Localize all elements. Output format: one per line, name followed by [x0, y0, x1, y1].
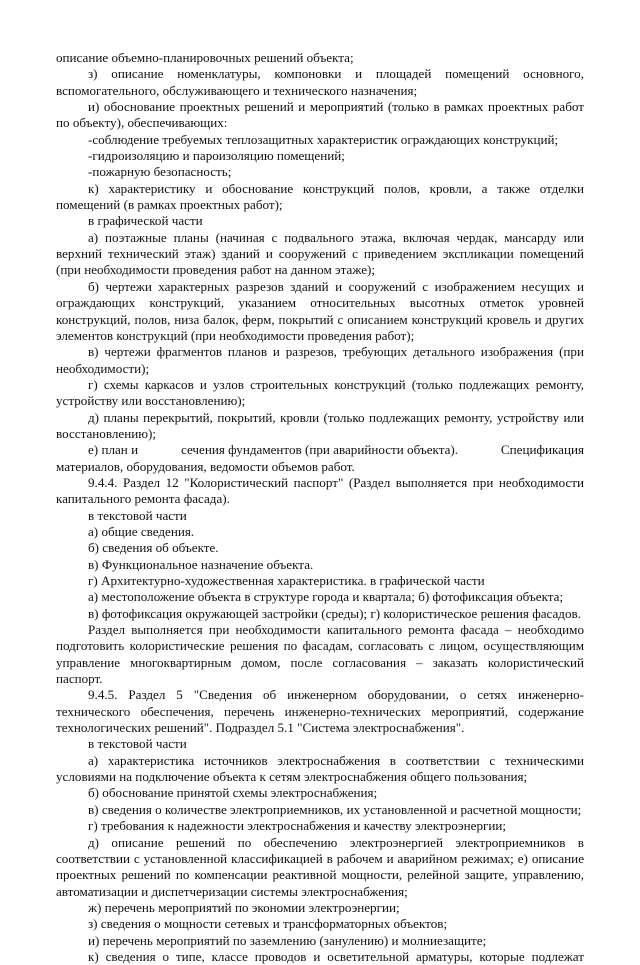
- paragraph-31: д) описание решений по обеспечению электроэнергией электроприемников в соответствии с установленной классификацией в рабочем и аварийном режимах; е) описание проектных решений по компенсации реактивной мощности, релейной защите, управлению, автоматизации и диспетчеризации системы электроснабжения;: [56, 834, 584, 899]
- paragraph-11: в) чертежи фрагментов планов и разрезов, требующих детального изображения (при необходимости);: [56, 344, 584, 376]
- paragraph-14-part-2: сечения фундаментов (при аварийности объекта).: [180, 442, 459, 458]
- section-9-4-5: 9.4.5. Раздел 5 "Сведения об инженерном оборудовании, о сетях инженерно-технического обеспечения, перечень инженерно-технических мероприятий, содержание технологических решений". Подраздел 5.1 "Система электроснабжения".: [56, 687, 584, 736]
- paragraph-23: в) фотофиксация окружающей застройки (среды); г) колористическое решения фасадов.: [88, 605, 581, 621]
- paragraph-4: -соблюдение требуемых теплозащитных характеристик ограждающих конструкций;: [88, 131, 559, 147]
- graphic-part-heading: в графической части: [88, 213, 203, 229]
- paragraph-5: -гидроизоляцию и пароизоляцию помещений;: [88, 148, 345, 164]
- paragraph-18: а) общие сведения.: [88, 523, 195, 539]
- paragraph-1: описание объемно-планировочных решений объекта;: [56, 50, 354, 65]
- paragraph-34: и) перечень мероприятий по заземлению (занулению) и молниезащите;: [88, 932, 487, 948]
- paragraph-14-part-1: е) план и: [88, 442, 139, 458]
- text-part-heading-1: в текстовой части: [88, 507, 187, 523]
- paragraph-32: ж) перечень мероприятий по экономии электроэнергии;: [88, 899, 400, 915]
- paragraph-14: [56, 442, 584, 458]
- section-9-4-4: 9.4.4. Раздел 12 "Колористический паспорт" (Раздел выполняется при необходимости капитального ремонта фасада).: [56, 474, 584, 507]
- paragraph-33: з) сведения о мощности сетевых и трансформаторных объектов;: [88, 916, 448, 932]
- paragraph-7: к) характеристику и обоснование конструкций полов, кровли, а также отделки помещений (в рамках проектных работ);: [56, 180, 584, 213]
- paragraph-10: б) чертежи характерных разрезов зданий и сооружений с изображением несущих и ограждающих конструкций, указанием относительных высотных отметок уровней конструкций, полов, низа балок, ферм, покрытий с описанием конструкций кровель и других элементов конструкций (при необходимости проведения работ);: [56, 278, 584, 343]
- paragraph-21: г) Архитектурно-художественная характеристика. в графической части: [88, 573, 485, 588]
- paragraph-13: д) планы перекрытий, покрытий, кровли (только подлежащих ремонту, устройству или восстановлению);: [56, 409, 584, 441]
- paragraph-19: б) сведения об объекте.: [88, 540, 219, 556]
- paragraph-22: а) местоположение объекта в структуре города и квартала; б) фотофиксация объекта;: [88, 589, 564, 605]
- paragraph-29: в) сведения о количестве электроприемников, их установленной и расчетной мощности;: [88, 801, 582, 817]
- document-body: [56, 50, 584, 965]
- paragraph-9: а) поэтажные планы (начиная с подвального этажа, включая чердак, мансарду или верхний технический этаж) зданий и сооружений с приведением экспликации помещений (при необходимости проведения работ на данном этаже);: [56, 229, 584, 278]
- paragraph-2: з) описание номенклатуры, компоновки и площадей помещений основного, вспомогательного, обслуживающего и технического назначения;: [56, 66, 584, 98]
- paragraph-24: Раздел выполняется при необходимости капитального ремонта фасада – необходимо подготовить колористические решения по фасадам, согласовать с лицом, осуществляющим управление многоквартирным домом, после согласования – заказать колористический паспорт.: [56, 622, 584, 687]
- paragraph-3: и) обоснование проектных решений и мероприятий (только в рамках проектных работ по объекту), обеспечивающих:: [56, 99, 584, 131]
- paragraph-35: к) сведения о типе, классе проводов и осветительной арматуры, которые подлежат: [88, 948, 584, 964]
- paragraph-30: г) требования к надежности электроснабжения и качеству электроэнергии;: [88, 818, 507, 834]
- paragraph-15: материалов, оборудования, ведомости объемов работ.: [56, 458, 355, 474]
- paragraph-12: г) схемы каркасов и узлов строительных конструкций (только подлежащих ремонту, устройству или восстановлению);: [56, 376, 584, 409]
- paragraph-28: б) обоснование принятой схемы электроснабжения;: [88, 785, 378, 801]
- text-part-heading-2: в текстовой части: [88, 736, 187, 752]
- paragraph-20: в) Функциональное назначение объекта.: [88, 556, 314, 572]
- paragraph-6: -пожарную безопасность;: [88, 164, 232, 180]
- paragraph-27: а) характеристика источников электроснабжения в соответствии с техническими условиями на подключение объекта к сетям электроснабжения общего пользования;: [56, 752, 584, 785]
- paragraph-14-part-3: Спецификация: [500, 442, 584, 458]
